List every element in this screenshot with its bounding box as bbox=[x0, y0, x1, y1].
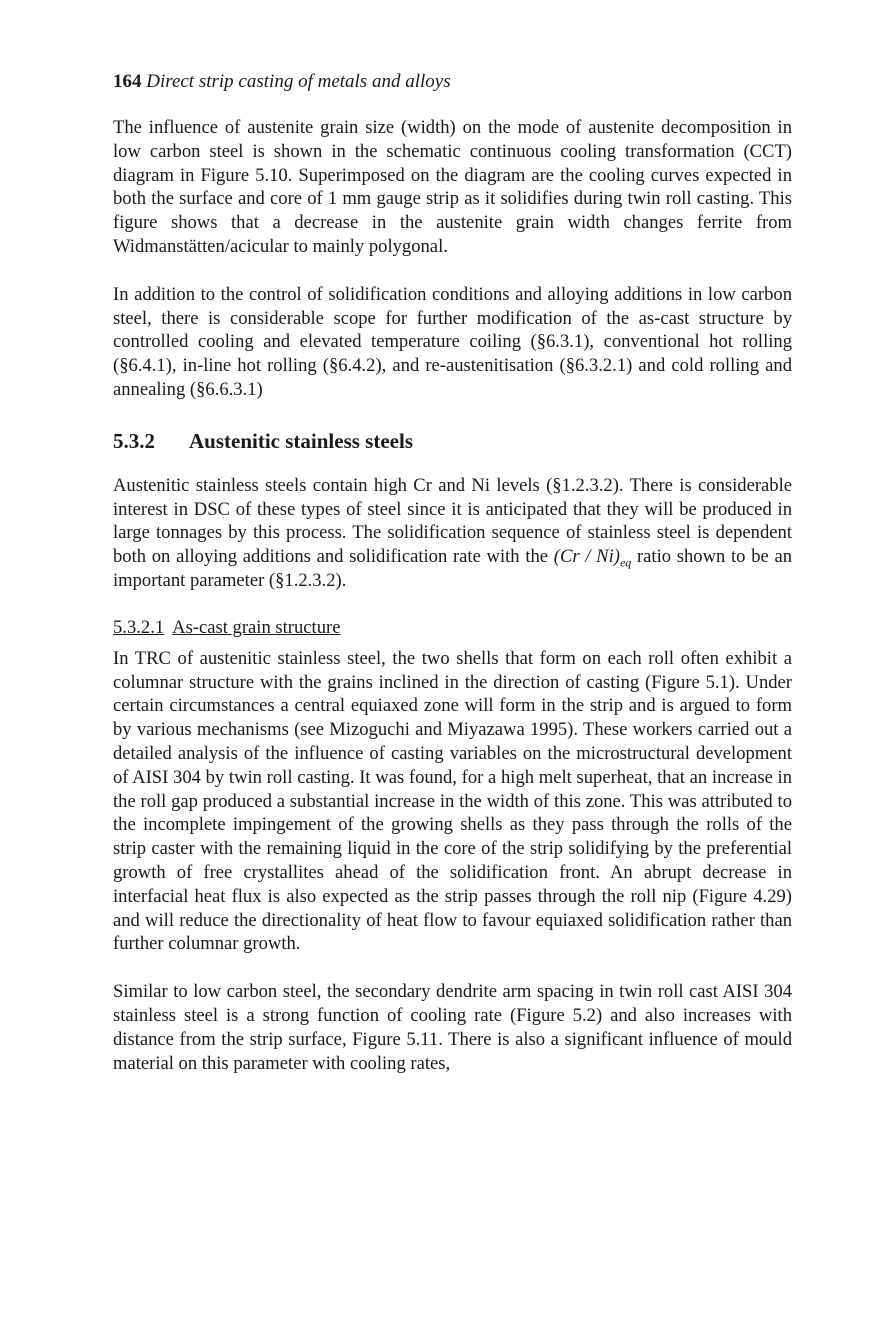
paragraph-text-part-2: ratio shown to be an important parameter (§1.2.3.2). bbox=[113, 546, 793, 591]
cr-ni-ratio bbox=[553, 546, 632, 570]
subsection-heading bbox=[113, 616, 792, 640]
paragraph-stainless-intro bbox=[113, 474, 792, 593]
paragraph-text-part-1: Austenitic stainless steels contain high Cr and Ni levels (§1.2.3.2). There is considerable interest in DSC of these types of steel since it is anticipated that they will be produced in large tonnages by this process. The solidification sequence of stainless steel is dependent both on alloying additions and solidification rate with the bbox=[113, 474, 792, 568]
running-head bbox=[113, 70, 792, 94]
subsection-title: As-cast grain structure bbox=[172, 616, 341, 638]
section-heading bbox=[113, 428, 792, 454]
ratio-text: (Cr / Ni) bbox=[553, 546, 620, 568]
paragraph-trc-austenitic: In TRC of austenitic stainless steel, the two shells that form on each roll often exhibit a columnar structure with the grains inclined in the direction of casting (Figure 5.1). Under certain circumstances a central equiaxed zone will form in the strip and is argued to form by various mechanisms (see Mizoguchi and Miyazawa 1995). These workers carried out a detailed analysis of the influence of casting variables on the microstructural development of AISI 304 by twin roll casting. It was found, for a high melt superheat, that an increase in the roll gap produced a substantial increase in the width of this zone. This was attributed to the incomplete impingement of the growing shells as they pass through the rolls of the strip caster with the remaining liquid in the core of the strip solidifying by the preferential growth of free crystallites ahead of the solidification front. An abrupt decrease in interfacial heat flux is also expected as the strip passes through the roll nip (Figure 4.29) and will reduce the directionality of heat flow to favour equiaxed solidification rather than further columnar growth. bbox=[113, 647, 792, 955]
page-number: 164 bbox=[113, 71, 142, 92]
paragraph-structure-modification: In addition to the control of solidification conditions and alloying additions in low carbon steel, there is considerable scope for further modification of the as-cast structure by controlled cooling and elevated temperature coiling (§6.3.1), conventional hot rolling (§6.4.1), in-line hot rolling (§6.4.2), and re-austenitisation (§6.3.2.1) and cold rolling and annealing (§6.6.3.1) bbox=[113, 283, 792, 400]
ratio-subscript: eq bbox=[619, 555, 632, 570]
paragraph-dendrite-spacing: Similar to low carbon steel, the secondary dendrite arm spacing in twin roll cast AISI 304 stainless steel is a strong function of cooling rate (Figure 5.2) and also increases with distance from the strip surface, Figure 5.11. There is also a significant influence of mould material on this parameter with cooling rates, bbox=[113, 981, 792, 1074]
section-title: Austenitic stainless steels bbox=[189, 428, 413, 453]
book-page bbox=[113, 70, 792, 1075]
paragraph-cct-diagram: The influence of austenite grain size (width) on the mode of austenite decomposition in low carbon steel is shown in the schematic continuous cooling transformation (CCT) diagram in Figure 5.10. Superimposed on the diagram are the cooling curves expected in both the surface and core of 1 mm gauge strip as it solidifies during twin roll casting. This figure shows that a decrease in the austenite grain width changes ferrite from Widmanstätten/acicular to mainly polygonal. bbox=[113, 117, 792, 257]
section-number: 5.3.2 bbox=[113, 428, 155, 453]
book-title: Direct strip casting of metals and alloys bbox=[146, 71, 451, 92]
subsection-number: 5.3.2.1 bbox=[113, 616, 165, 638]
